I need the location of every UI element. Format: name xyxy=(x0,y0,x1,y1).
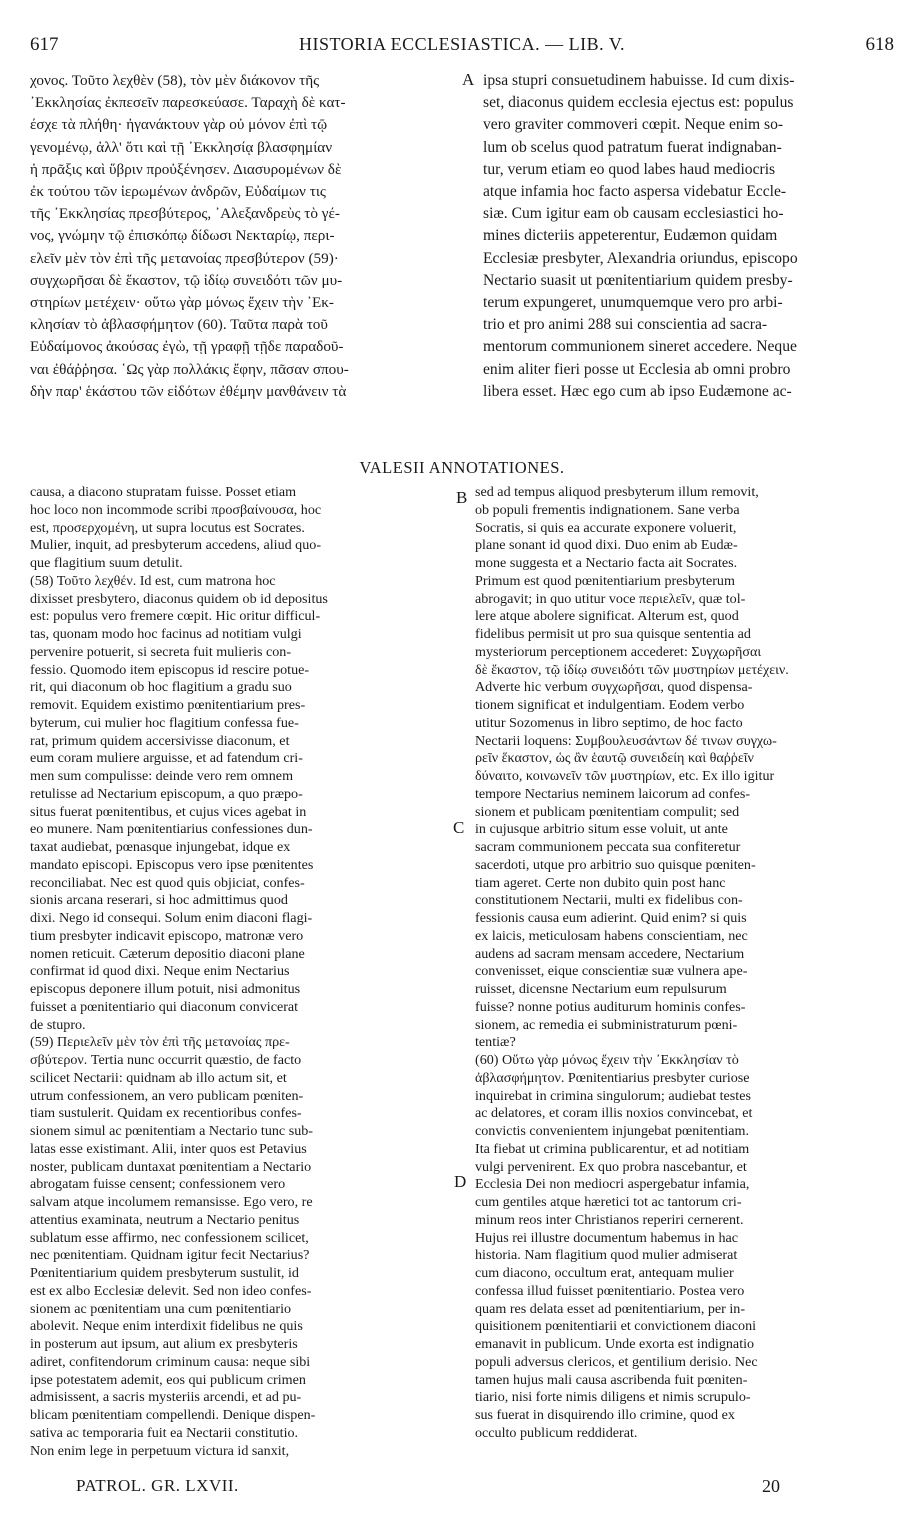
annotation-line: sed ad tempus aliquod presbyterum illum removit, xyxy=(475,484,759,500)
annotation-line: abolevit. Neque enim interdixit fidelibus ne quis xyxy=(30,1318,303,1335)
greek-text-line: δὴν παρ' ἑκάστου τῶν εἰδότων ἐθέμην μανθάνειν τὰ xyxy=(30,382,347,400)
latin-text-line: set, diaconus quidem ecclesia ejectus est: populus xyxy=(483,94,794,112)
margin-letter-d: D xyxy=(454,1172,467,1191)
greek-text-column xyxy=(30,70,458,403)
annotation-line: scilicet Nectarii: quidnam ab illo actum sit, et xyxy=(30,1069,287,1086)
annotation-line: ipse potestatem ademit, eos qui publicum crimen xyxy=(30,1371,306,1388)
annotation-line: tiario, nisi forte nimis diligens et nimis scrupulo- xyxy=(475,1389,751,1406)
annotation-line: nomen reticuit. Cæterum depositio diaconi plane xyxy=(30,945,305,962)
greek-text-line: ναι ἐθάῤῥησα. ῾Ως γὰρ πολλάκις ἔφην, πᾶσαν σπου- xyxy=(30,360,349,378)
annotation-line: cum gentiles atque hæretici tot ac tantorum cri- xyxy=(475,1194,742,1210)
latin-text-line: vero graviter commoveri cœpit. Neque enim so- xyxy=(483,116,784,134)
annotation-line: que flagitium suum detulit. xyxy=(30,555,183,571)
greek-text-line: στηρίων μετέχειν· οὕτω γὰρ μόνως ἔχειν τὴν ᾿Εκ- xyxy=(30,294,334,312)
annotation-line: quisitionem pœnitentiarii et convictionem diaconi xyxy=(475,1318,757,1335)
annotation-line: rit, qui diaconum ob hoc flagitium a gradu suo xyxy=(30,679,292,696)
annotation-line: utitur Sozomenus in libro septimo, de hoc facto xyxy=(475,714,743,731)
greek-text-line: συγχωρῆσαι δὲ ἕκαστον, τῷ ἰδίῳ συνειδότι τῶν μυ- xyxy=(30,271,343,289)
annotation-line: cum diacono, occultum erat, antequam mulier xyxy=(475,1265,734,1281)
annotation-line: blicam pœnitentiam compellendi. Denique dispen- xyxy=(30,1407,316,1423)
annotation-line: est ex albo Ecclesiæ delevit. Sed non ideo confes- xyxy=(30,1282,312,1299)
annotation-line: est: populus vero fremere cœpit. Hic oritur difficul- xyxy=(30,608,321,625)
annotation-line: byterum, cui mulier hoc flagitium confessa fue- xyxy=(30,714,299,731)
annotation-line: (60) Οὕτω γὰρ μόνως ἔχειν τὴν ᾿Εκκλησίαν τὸ xyxy=(475,1052,739,1068)
annotation-line: quam res delata esset ad pœnitentiarium, per in- xyxy=(475,1300,746,1317)
annotation-line: ἀβλασφήμητον. Pœnitentiarius presbyter curiose xyxy=(475,1069,750,1086)
greek-text-line: έσχε τὰ πλήθη· ἠγανάκτουν γὰρ οὐ μόνον ἐπὶ τῷ xyxy=(30,116,328,134)
annotation-line: convictis convenientem injungebat pœnitentiam. xyxy=(475,1123,749,1139)
footer-volume: PATROL. GR. LXVII. xyxy=(76,1476,239,1495)
annotation-line: est, προσερχομένη, ut supra locutus est Socrates. xyxy=(30,519,305,536)
latin-text-line: atque infamia hoc facto aspersa videbatur Eccle- xyxy=(483,183,787,201)
annotations-heading: VALESII ANNOTATIONES. xyxy=(359,458,565,477)
notes-left-column xyxy=(30,484,450,1460)
annotation-line: Primum est quod pœnitentiarium presbyterum xyxy=(475,572,735,589)
annotation-line: removit. Equidem existimo pœnitentiarium pres- xyxy=(30,697,306,713)
annotation-line: vulgi pervenirent. Ex quo probra nascebantur, et xyxy=(475,1158,747,1175)
annotation-line: tium presbyter indicavit episcopo, matronæ vero xyxy=(30,927,304,944)
annotation-line: nec pœnitentiam. Quidnam igitur fecit Nectarius? xyxy=(30,1247,310,1264)
greek-text-line: Εὐδαίμονος ἀκούσας ἐγὼ, τῇ γραφῇ τῇδε παραδοῦ- xyxy=(30,338,344,356)
annotation-line: sacerdoti, utque pro arbitrio suo quisque pœniten- xyxy=(475,856,756,873)
annotation-line: rat, primum quidem accersivisse diaconum, et xyxy=(30,732,290,749)
annotation-line: emanavit in publicum. Unde exorta est indignatio xyxy=(475,1336,755,1352)
annotation-line: fuisset a pœnitentiario qui diaconum convicerat xyxy=(30,998,299,1015)
greek-text-line: χονος. Τοῦτο λεχθὲν (58), τὸν μὲν διάκονον τῆς xyxy=(30,72,320,89)
annotation-line: in cujusque arbitrio situm esse voluit, ut ante xyxy=(475,821,728,838)
annotation-line: fuisse? nonne potius auditurum hominis confes- xyxy=(475,998,746,1015)
annotation-line: eum coram muliere arguisse, et ad fatendum cri- xyxy=(30,750,303,767)
annotation-line: eo munere. Nam pœnitentiarius confessiones dun- xyxy=(30,821,313,838)
annotation-line: occulto publicum reddiderat. xyxy=(475,1424,638,1441)
annotation-line: noster, publicam duntaxat pœnitentiam a Nectario xyxy=(30,1158,312,1175)
annotation-line: fidelibus permisit ut pro sua quisque sententia ad xyxy=(475,626,751,642)
annotation-line: plane sonant id quod dixi. Duo enim ab Eudæ- xyxy=(475,537,738,554)
greek-text-line: ελεῖν μὲν τὸν ἐπὶ τῆς μετανοίας πρεσβύτερον (59)· xyxy=(30,249,339,267)
annotation-line: tiam ageret. Certe non dubito quin post hanc xyxy=(475,874,726,891)
annotation-line: attentius examinata, neutrum a Nectario penitus xyxy=(30,1211,300,1228)
annotation-line: men sum compulisse: deinde vero rem omnem xyxy=(30,768,294,784)
annotation-line: pervenire potuerit, si secreta fuit mulieris con- xyxy=(30,643,292,660)
annotation-line: sionem et publicam pœnitentiam compulit; sed xyxy=(475,803,740,820)
annotation-line: ruisset, dicensne Nectarium eum repulsurum xyxy=(475,981,727,997)
margin-letter-c: C xyxy=(453,818,465,837)
annotation-line: σβύτερον. Tertia nunc occurrit quæstio, de facto xyxy=(30,1052,302,1068)
latin-text-line: Nectario suasit ut pœnitentiarium quidem presby- xyxy=(483,271,793,289)
greek-text-line: ἐκ τούτου τῶν ἱερωμένων ἀνδρῶν, Εὐδαίμων τις xyxy=(30,183,326,201)
annotation-line: mandato episcopi. Episcopus vero ipse pœnitentes xyxy=(30,856,314,873)
annotation-line: dixi. Nego id consequi. Solum enim diaconi flagi- xyxy=(30,910,313,926)
annotation-line: (59) Περιελεῖν μὲν τὸν ἐπὶ τῆς μετανοίας πρε- xyxy=(30,1034,290,1051)
annotation-line: tamen hujus mali causa ascribenda fuit pœniten- xyxy=(475,1371,748,1388)
annotation-line: mone suggesta et a Nectario facta ait Socrates. xyxy=(475,555,738,571)
greek-text-line: γενομένῳ, ἀλλ' ὅτι καὶ τῇ ᾿Εκκλησίᾳ βλασφημίαν xyxy=(30,138,333,156)
annotation-line: δύναιτο, κοινωνεῖν τῶν μυστηρίων, etc. Ex illo igitur xyxy=(475,768,775,784)
greek-text-line: ἡ πρᾶξις καὶ ὕβριν προὐξένησεν. Διασυρομένων δὲ xyxy=(30,160,342,178)
latin-text-line: enim aliter fieri posse ut Ecclesia ab omni probro xyxy=(483,360,791,378)
annotation-line: inquirebat in crimina singulorum; audiebat testes xyxy=(475,1087,751,1104)
annotation-line: tionem significat et indulgentiam. Eodem verbo xyxy=(475,697,745,713)
page-header xyxy=(30,34,894,58)
annotation-line: historia. Nam flagitium quod mulier admiserat xyxy=(475,1247,738,1264)
annotation-line: Mulier, inquit, ad presbyterum accedens, aliud quo- xyxy=(30,537,322,554)
annotation-line: admisissent, a sacris mysteriis arcendi, et ad pu- xyxy=(30,1389,302,1406)
annotation-line: dixisset presbytero, diaconus quidem ob id depositus xyxy=(30,590,328,607)
annotation-line: confirmat id quod dixi. Neque enim Nectarius xyxy=(30,963,290,980)
annotation-line: δὲ ἕκαστον, τῷ ἰδίῳ συνειδότι τῶν μυστηρίων μετέχειν. xyxy=(475,661,789,678)
annotation-line: sublatum esse affirmo, nec confessionem scilicet, xyxy=(30,1229,309,1246)
footer-signature: 20 xyxy=(762,1476,780,1496)
latin-text-line: mines dicteriis appeterentur, Eudæmon quidam xyxy=(483,227,778,245)
annotation-line: constitutionem Nectarii, multi ex fidelibus con- xyxy=(475,892,743,909)
latin-text-column xyxy=(483,70,895,403)
margin-letter-b: B xyxy=(456,488,468,507)
notes-right-column xyxy=(475,484,895,1443)
latin-text-line: mentorum communionem sineret accedere. Neque xyxy=(483,338,797,356)
annotation-line: tas, quonam modo hoc facinus ad notitiam vulgi xyxy=(30,626,302,642)
annotation-line: latas esse existimant. Alii, inter quos est Petavius xyxy=(30,1140,307,1157)
annotation-line: convenisset, eique conscientiæ suæ vulnera ape- xyxy=(475,963,748,980)
annotation-line: de stupro. xyxy=(30,1016,86,1033)
annotation-line: Adverte hic verbum συγχωρῆσαι, quod dispensa- xyxy=(475,679,753,696)
latin-text-line: libera esset. Hæc ego cum ab ipso Eudæmone ac- xyxy=(483,382,792,400)
annotation-line: fessio. Quomodo item episcopus id rescire potue- xyxy=(30,661,310,678)
annotation-line: hoc loco non incommode scribi προσβαίνουσα, hoc xyxy=(30,501,322,518)
annotation-line: mysteriorum perceptionem accederet: Συγχωρῆσαι xyxy=(475,643,762,660)
annotation-line: tempore Nectarius neminem laicorum ad confes- xyxy=(475,785,751,802)
annotation-line: adiret, confitendorum criminum causa: neque sibi xyxy=(30,1353,311,1370)
annotation-line: abrogavit; in quo utitur voce περιελεῖν, quæ tol- xyxy=(475,590,746,607)
latin-text-line: ipsa stupri consuetudinem habuisse. Id cum dixis- xyxy=(483,72,795,89)
annotation-line: sativa ac temporaria fuit ea Nectarii constitutio. xyxy=(30,1424,299,1441)
annotation-line: causa, a diacono stupratam fuisse. Posset etiam xyxy=(30,484,297,500)
annotation-line: fessionis causa eum adierint. Quid enim? si quis xyxy=(475,910,747,926)
latin-text-line: Ecclesiæ presbyter, Alexandria oriundus, episcopo xyxy=(483,249,798,267)
annotation-line: lere atque abolere significat. Alterum est, quod xyxy=(475,608,739,625)
latin-text-line: terum expungeret, unumquemque vero pro arbi- xyxy=(483,294,783,312)
latin-text-line: trio et pro animi 288 sui conscientia ad sacra- xyxy=(483,316,768,334)
annotation-line: salvam atque incolumem remansisse. Ego vero, re xyxy=(30,1194,313,1210)
annotation-line: Nectarii loquens: Συμβουλευσάντων δέ τινων συγχω- xyxy=(475,732,777,749)
annotation-line: minum reos inter Christianos reperiri cernerent. xyxy=(475,1211,744,1228)
annotation-line: populi adversus clericos, et gentilium derisio. Nec xyxy=(475,1353,758,1370)
greek-text-line: ᾿Εκκλησίας ἐκπεσεῖν παρεσκεύασε. Ταραχὴ δὲ κατ- xyxy=(30,94,346,112)
annotation-line: Hujus rei illustre documentum habemus in hac xyxy=(475,1229,739,1246)
latin-text-line: siæ. Cum igitur eam ob causam ecclesiastici ho- xyxy=(483,205,784,223)
annotation-line: audens ad sacram mensam accedere, Nectarium xyxy=(475,945,745,962)
annotation-line: utrum confessionem, an vero publicam pœniten- xyxy=(30,1087,304,1104)
annotation-line: sionem simul ac pœnitentiam a Nectario tunc sub- xyxy=(30,1123,313,1139)
annotation-line: ex laicis, meticulosam habens conscientiam, nec xyxy=(475,927,748,944)
annotation-line: Pœnitentiarium quidem presbyterum sustulit, id xyxy=(30,1265,299,1281)
latin-text-line: tur, verum etiam eo quod labes haud mediocris xyxy=(483,160,776,178)
annotation-line: ob populi frementis indignationem. Sane verba xyxy=(475,501,740,518)
annotation-line: sus fuerat in disquirendo illo crimine, quod ex xyxy=(475,1407,735,1423)
annotation-line: ρεῖν ἕκαστον, ὡς ἂν ἑαυτῷ συνειδείη καὶ θαῤῥεῖν xyxy=(475,750,754,767)
greek-text-line: νος, γνώμην τῷ ἐπισκόπῳ δίδωσι Νεκταρίῳ, περι- xyxy=(30,227,335,245)
running-title: HISTORIA ECCLESIASTICA. — LIB. V. xyxy=(298,34,626,54)
annotation-line: Ita fiebat ut crimina publicarentur, et ad notitiam xyxy=(475,1140,750,1157)
annotation-line: (58) Τοῦτο λεχθέν. Id est, cum matrona hoc xyxy=(30,572,276,589)
margin-letter-a: A xyxy=(462,70,475,89)
annotation-line: tentiæ? xyxy=(475,1034,516,1051)
annotation-line: sionis arcana reserari, si hoc admittimus quod xyxy=(30,892,288,909)
annotation-line: in posterum aut ipsum, aut alium ex presbyteris xyxy=(30,1336,298,1352)
annotation-line: confessa illud fuisset pœnitentiario. Postea vero xyxy=(475,1282,745,1299)
annotation-line: sacram communionem peccata sua confiteretur xyxy=(475,839,741,855)
annotation-line: episcopus deponere illum potuit, nisi admonitus xyxy=(30,981,301,997)
annotation-line: situs fuerat pœnitentibus, et cujus vices agebat in xyxy=(30,803,307,820)
right-page-number: 618 xyxy=(865,34,894,55)
latin-text-line: lum ob scelus quod patratum fuerat indignaban- xyxy=(483,138,782,156)
annotation-line: Socratis, si quis ea accurate exponere voluerit, xyxy=(475,519,737,536)
left-page-number: 617 xyxy=(30,34,59,55)
annotation-line: tiam sustulerit. Quidam ex recentioribus confes- xyxy=(30,1105,302,1122)
annotation-line: retulisse ad Nectarium episcopum, a quo præpo- xyxy=(30,785,303,802)
annotation-line: Non enim lege in perpetuum victura id sanxit, xyxy=(30,1442,290,1459)
annotation-line: Ecclesia Dei non mediocri aspergebatur infamia, xyxy=(475,1176,750,1193)
annotation-line: reconciliabat. Nec est quod quis objiciat, confes- xyxy=(30,874,305,891)
annotation-line: sionem, ac remedia ei subministraturum pœni- xyxy=(475,1016,738,1033)
annotation-line: abrogatam fuisse censent; confessionem vero xyxy=(30,1176,286,1193)
annotation-line: ac delatores, et coram illis noxios convincebat, et xyxy=(475,1105,753,1122)
greek-text-line: κλησίαν τὸ ἀβλασφήμητον (60). Ταῦτα παρὰ τοῦ xyxy=(30,316,328,334)
greek-text-line: τῆς ᾿Εκκλησίας πρεσβύτερος, ᾿Αλεξανδρεὺς τὸ γέ- xyxy=(30,205,340,223)
annotation-line: sionem ac pœnitentiam una cum pœnitentiario xyxy=(30,1300,292,1317)
annotation-line: taxat audiebat, pœnasque injungebat, idque ex xyxy=(30,839,291,855)
